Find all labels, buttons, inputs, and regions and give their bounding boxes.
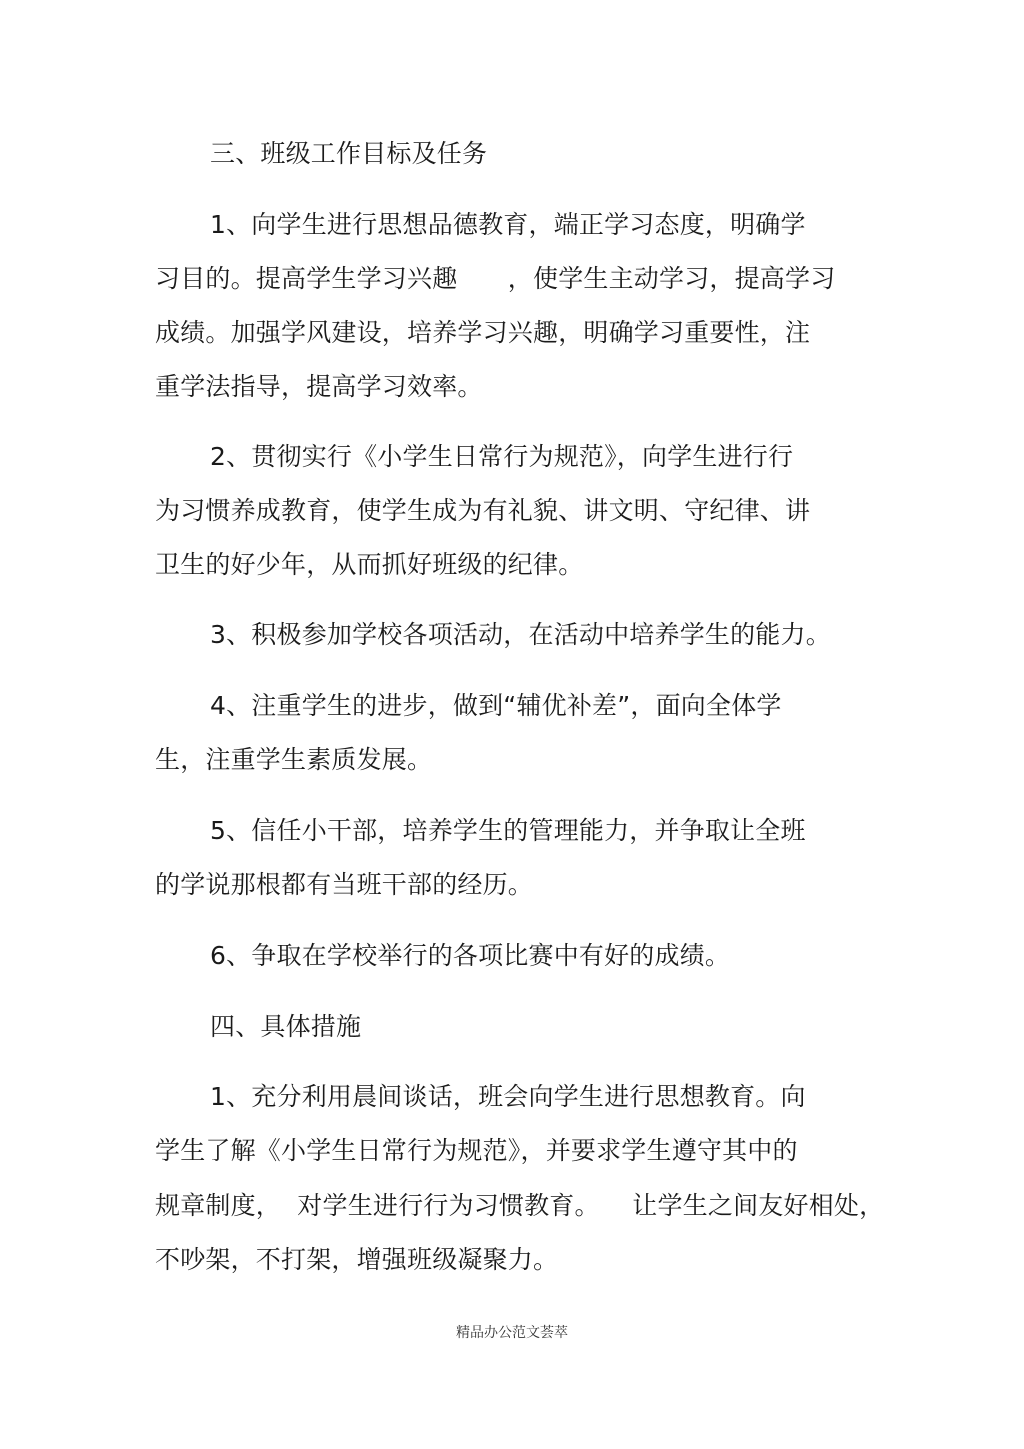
goal-6-line-1: 6、争取在学校举行的各项比赛中有好的成绩。 [210, 941, 731, 970]
measure-1-line-2: 学生了解《小学生日常行为规范》，并要求学生遵守其中的 [155, 1136, 798, 1165]
goal-5-line-1: 5、信任小干部，培养学生的管理能力，并争取让全班 [210, 816, 806, 845]
goal-4-line-1: 4、注重学生的进步，做到“辅优补差”，面向全体学 [210, 691, 782, 720]
measure-1-line-4: 不吵架，不打架，增强班级凝聚力。 [155, 1245, 559, 1274]
goal-2-line-2: 为习惯养成教育，使学生成为有礼貌、讲文明、守纪律、讲 [155, 496, 811, 525]
section-3-heading: 三、班级工作目标及任务 [210, 139, 488, 168]
page-footer: 精品办公范文荟萃 [456, 1325, 568, 1341]
goal-1-line-1: 1、向学生进行思想品德教育，端正学习态度，明确学 [210, 210, 806, 239]
goal-1-line-2: 习目的。提高学生学习兴趣 ，使学生主动学习，提高学习 [155, 264, 836, 293]
section-4-heading: 四、具体措施 [210, 1012, 362, 1041]
goal-2-line-1: 2、贯彻实行《小学生日常行为规范》，向学生进行行 [210, 442, 794, 471]
goal-5-line-2: 的学说那根都有当班干部的经历。 [155, 870, 534, 899]
goal-4-line-2: 生，注重学生素质发展。 [155, 745, 433, 774]
goal-1-line-3: 成绩。加强学风建设，培养学习兴趣，明确学习重要性，注 [155, 318, 811, 347]
goal-2-line-3: 卫生的好少年，从而抓好班级的纪律。 [155, 550, 584, 579]
measure-1-line-3: 规章制度， 对学生进行行为习惯教育。 让学生之间友好相处， [155, 1191, 885, 1220]
goal-1-line-4: 重学法指导，提高学习效率。 [155, 372, 483, 401]
goal-3-line-1: 3、积极参加学校各项活动，在活动中培养学生的能力。 [210, 620, 831, 649]
measure-1-line-1: 1、充分利用晨间谈话，班会向学生进行思想教育。向 [210, 1082, 806, 1111]
